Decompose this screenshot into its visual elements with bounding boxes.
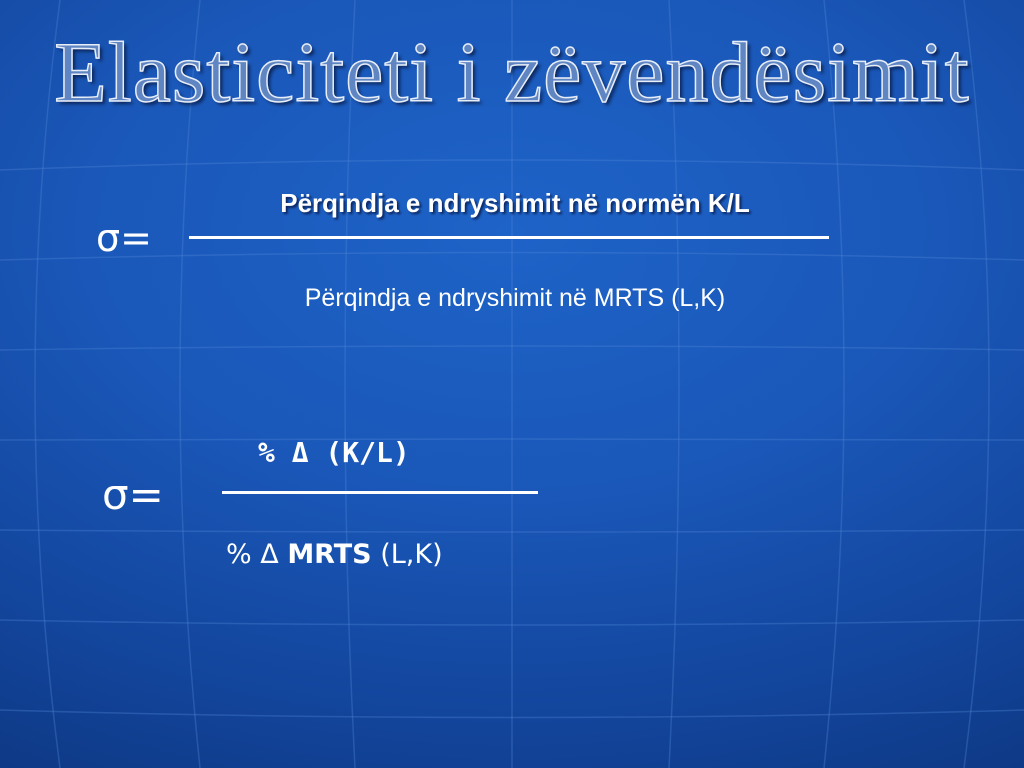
sigma-symbol-2: σ= [102, 470, 164, 519]
fraction-1-denominator: Përqindja e ndryshimit në MRTS (L,K) [304, 284, 726, 312]
sigma-symbol-1: σ= [96, 216, 152, 260]
denominator-prefix: % Δ [226, 539, 279, 570]
denominator-mrts: MRTS [287, 539, 372, 570]
denominator-suffix: (L,K) [380, 539, 443, 570]
fraction-2-numerator: % Δ (K/L) [258, 436, 410, 469]
fraction-2-bar [222, 491, 538, 494]
fraction-1-bar [189, 236, 829, 239]
fraction-2-denominator [226, 539, 443, 570]
slide-title: Elasticiteti i zëvendësimit [54, 24, 970, 120]
fraction-1-numerator: Përqindja e ndryshimit në normën K/L [280, 188, 750, 218]
